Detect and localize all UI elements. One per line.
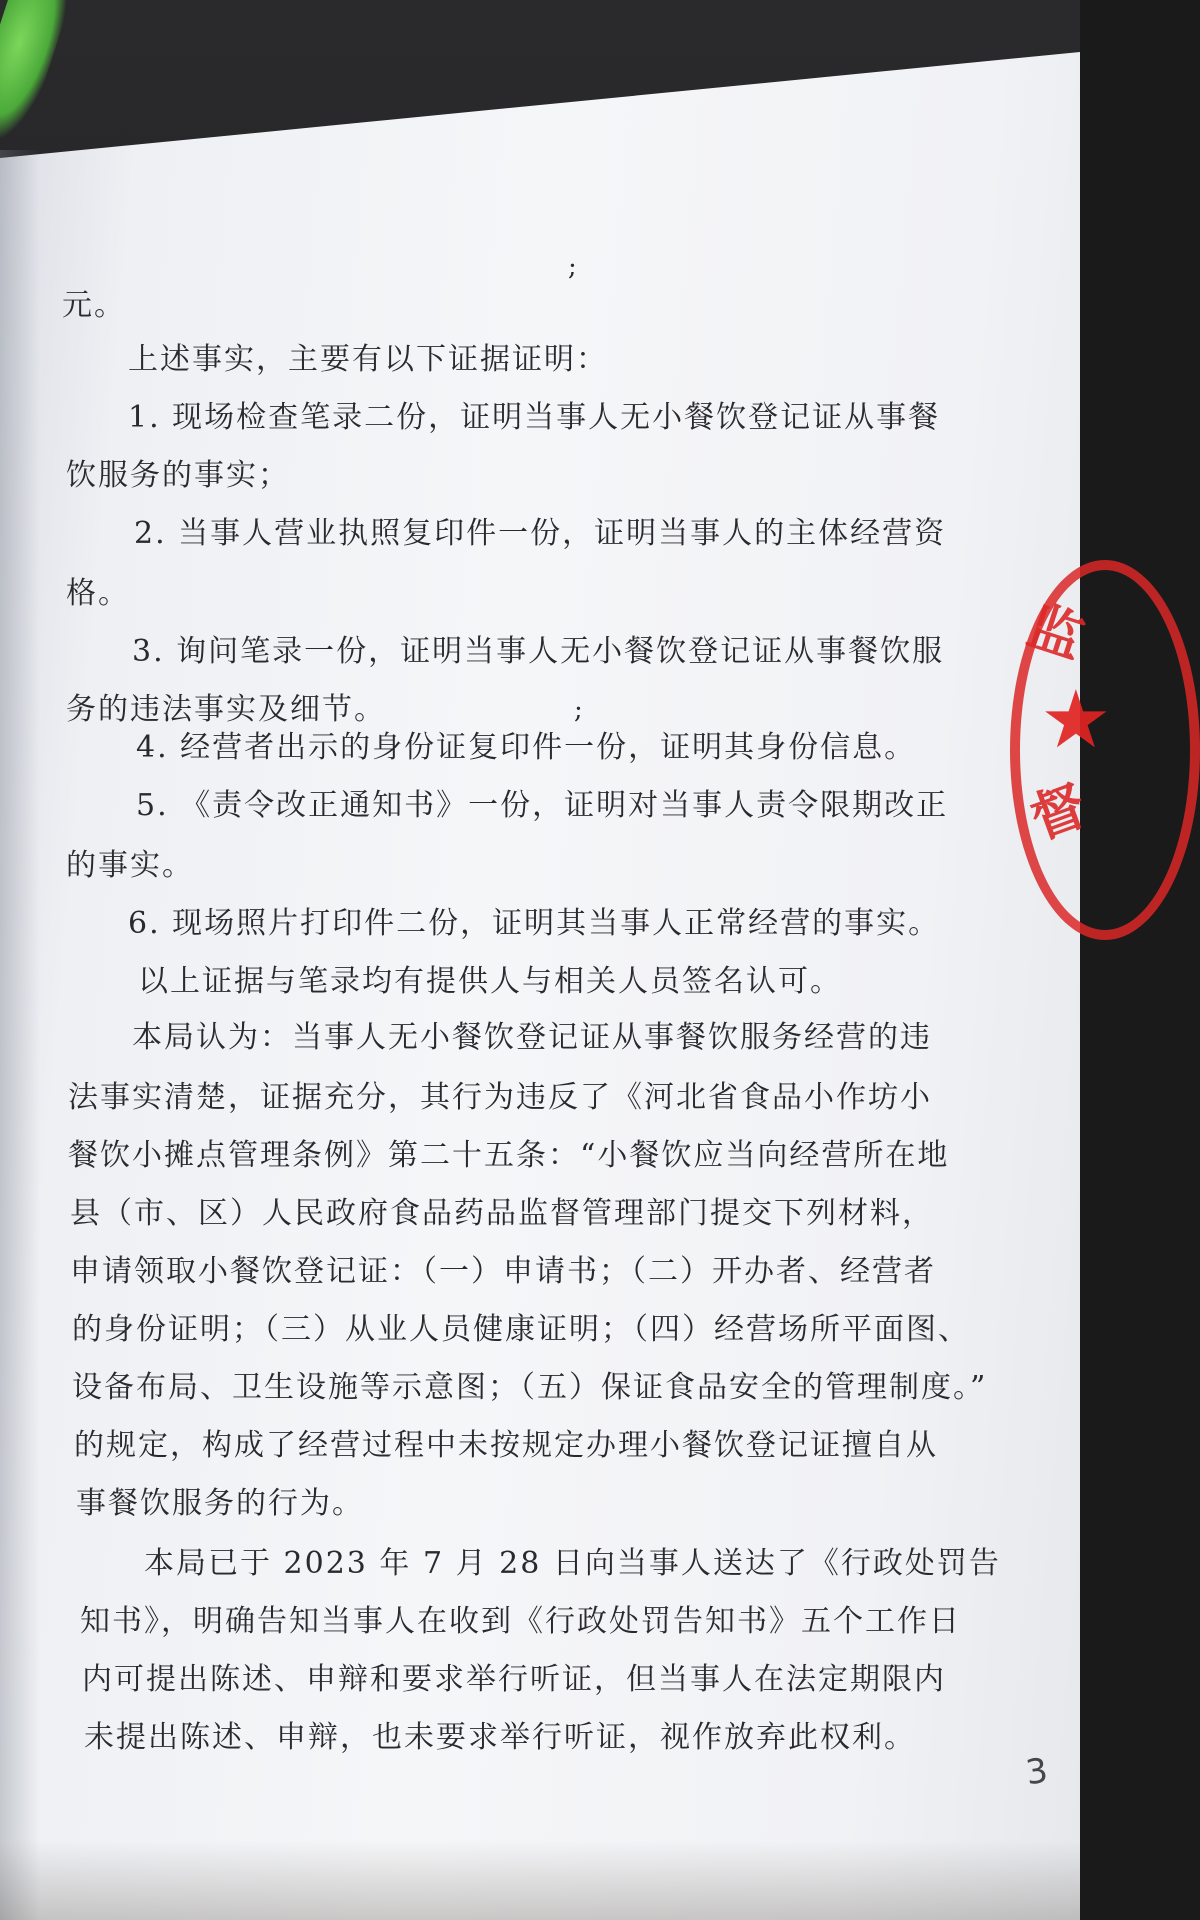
text-line: 本局已于 2023 年 7 月 28 日向当事人送达了《行政处罚告: [144, 1546, 1001, 1581]
page-number: 3: [1023, 1750, 1051, 1794]
text-line: 申请领取小餐饮登记证：（一）申请书；（二）开办者、经营者: [70, 1254, 936, 1289]
text-line: 上述事实，主要有以下证据证明：: [128, 342, 608, 377]
text-line: 4. 经营者出示的身份证复印件一份，证明其身份信息。: [136, 730, 917, 765]
text-line: 未提出陈述、申辩，也未要求举行听证，视作放弃此权利。: [84, 1720, 916, 1755]
text-line: 法事实清楚，证据充分，其行为违反了《河北省食品小作坊小: [68, 1080, 932, 1115]
text-line: 本局认为：当事人无小餐饮登记证从事餐饮服务经营的违: [132, 1020, 932, 1055]
text-line: 务的违法事实及细节。: [66, 692, 386, 727]
text-line: 元。: [62, 288, 126, 323]
stray-mark: ;: [574, 695, 585, 725]
text-line: 的身份证明；（三）从业人员健康证明；（四）经营场所平面图、: [72, 1312, 970, 1347]
text-line: 设备布局、卫生设施等示意图；（五）保证食品安全的管理制度。”: [72, 1370, 988, 1405]
text-line: 县（市、区）人民政府食品药品监督管理部门提交下列材料，: [70, 1196, 934, 1231]
seal-char-1: 监: [1020, 593, 1092, 671]
text-line: 饮服务的事实；: [66, 458, 290, 493]
text-line: 内可提出陈述、申辩和要求举行听证，但当事人在法定期限内: [82, 1662, 946, 1697]
seal-char-2: 督: [1021, 772, 1095, 852]
text-line: 以上证据与笔录均有提供人与相关人员签名认可。: [138, 964, 842, 999]
seal-star-icon: ★: [1040, 673, 1112, 766]
text-line: 3. 询问笔录一份，证明当事人无小餐饮登记证从事餐饮服: [132, 634, 945, 669]
text-line: 2. 当事人营业执照复印件一份，证明当事人的主体经营资: [134, 516, 947, 551]
text-line: 6. 现场照片打印件二份，证明其当事人正常经营的事实。: [128, 906, 941, 941]
text-line: 事餐饮服务的行为。: [76, 1486, 364, 1521]
text-line: 的事实。: [66, 848, 194, 883]
text-line: 格。: [66, 576, 130, 611]
text-line: 1. 现场检查笔录二份，证明当事人无小餐饮登记证从事餐: [128, 400, 941, 435]
text-line: 餐饮小摊点管理条例》第二十五条：“小餐饮应当向经营所在地: [68, 1138, 950, 1173]
text-line: 知书》，明确告知当事人在收到《行政处罚告知书》五个工作日: [80, 1604, 961, 1639]
stray-mark: ;: [568, 252, 579, 282]
text-line: 的规定，构成了经营过程中未按规定办理小餐饮登记证擅自从: [74, 1428, 938, 1463]
text-line: 5. 《责令改正通知书》一份，证明对当事人责令限期改正: [136, 788, 949, 823]
